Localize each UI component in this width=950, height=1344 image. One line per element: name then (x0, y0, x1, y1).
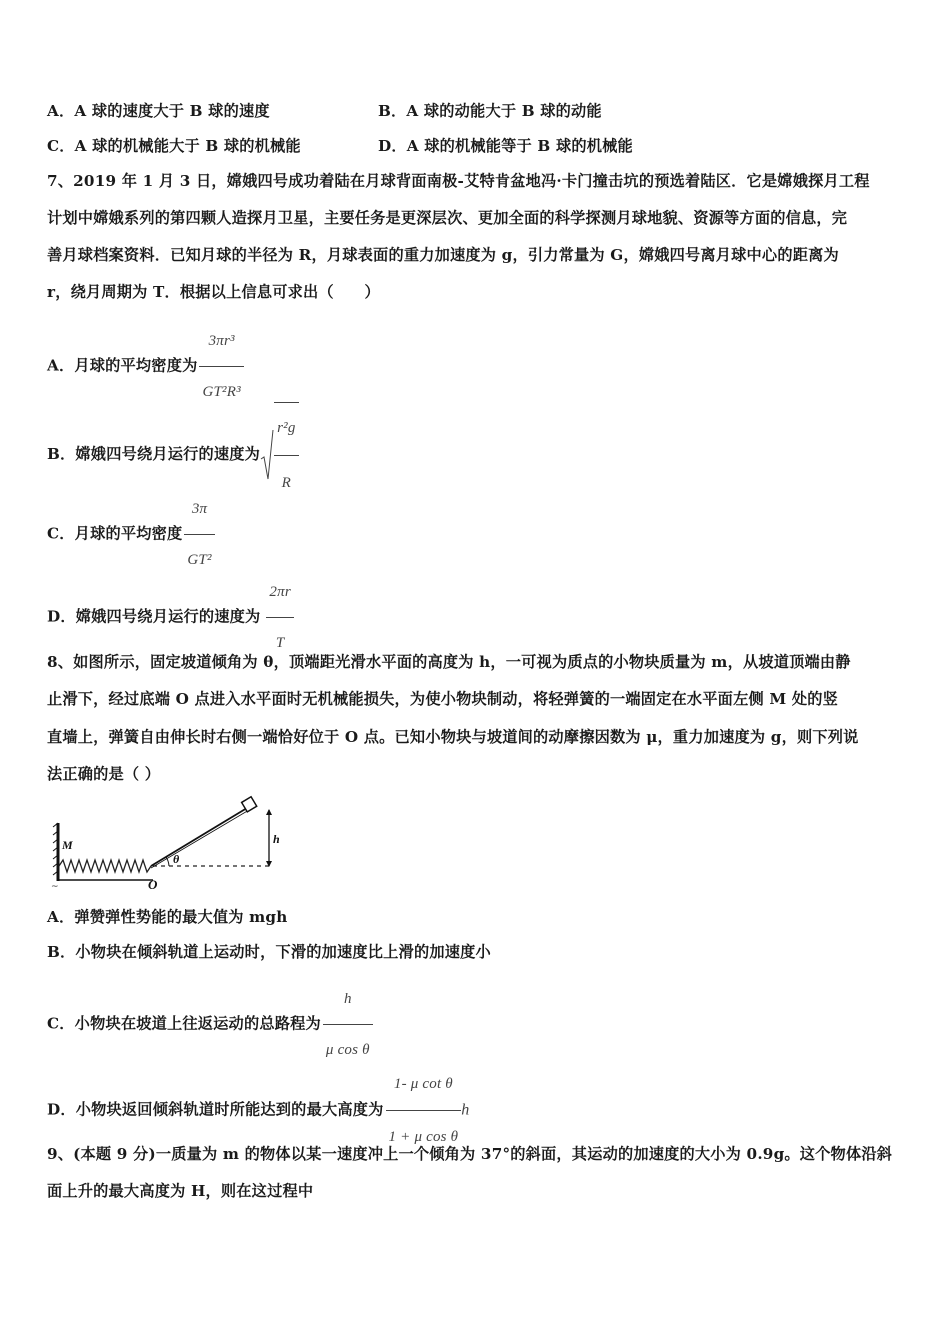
incline-spring-diagram (47, 793, 282, 895)
q8-option-d-text: D．小物块返回倾斜轨道时所能达到的最大高度为 (47, 1100, 384, 1119)
incline-line (151, 808, 247, 866)
spring-shape (59, 860, 151, 872)
q8-stem-line-4: 法正确的是（ ） (47, 765, 161, 783)
q7-option-b-text: B．嫦娥四号绕月运行的速度为 (47, 445, 261, 463)
q9-stem-line-1: 9、(本题 9 分)一质量为 m 的物体以某一速度冲上一个倾角为 37°的斜面，其运动的加速度的大小为 0.9g。这个物体沿斜 (47, 1145, 893, 1163)
q8-stem-line-3: 直墙上，弹簧自由伸长时右侧一端恰好位于 O 点。已知小物块与坡道间的动摩擦因数为 μ，重力加速度为 g，则下列说 (47, 728, 859, 746)
q7-option-b-formula (274, 402, 298, 508)
q7-stem-line-3: 善月球档案资料．已知月球的半径为 R，月球表面的重力加速度为 g，引力常量为 G，嫦娥四号离月球中心的距离为 (47, 246, 839, 264)
formula-numerator: 3π (184, 486, 214, 535)
q9-stem-line-2: 面上升的最大高度为 H，则在这过程中 (47, 1182, 314, 1200)
q7-stem-line-2: 计划中嫦娥系列的第四颗人造探月卫星，主要任务是更深层次、更加全面的科学探测月球地貌、资源等方面的信息，完 (47, 209, 848, 227)
q7-option-a (47, 318, 244, 415)
q7-option-a-formula (199, 318, 243, 415)
q6-option-c: C．A 球的机械能大于 B 球的机械能 (47, 137, 301, 155)
formula-numerator: 1- μ cot θ (386, 1060, 462, 1111)
q6-option-b: B．A 球的动能大于 B 球的动能 (378, 102, 602, 120)
formula-denominator: GT² (187, 552, 212, 568)
formula-denominator: R (281, 475, 291, 491)
q8-stem-line-2: 止滑下，经过底端 O 点进入水平面时无机械能损失，为使小物块制动，将轻弹簧的一端固定在水平面左侧 M 处的竖 (47, 690, 838, 708)
q7-option-d-text: D．嫦娥四号绕月运行的速度为 (47, 607, 261, 626)
height-arrow-top (266, 809, 272, 815)
q7-option-c-text: C．月球的平均密度 (47, 524, 183, 543)
tilde-mark: ~ (51, 882, 59, 892)
label-h: h (273, 832, 280, 846)
radical-sign-icon (260, 429, 274, 481)
formula-numerator: r²g (274, 403, 298, 456)
q7-option-a-text: A．月球的平均密度为 (47, 356, 198, 375)
q8-stem-line-1: 8、如图所示，固定坡道倾角为 θ，顶端距光滑水平面的高度为 h，一可视为质点的小物块质量为 m，从坡道顶端由静 (47, 653, 851, 671)
formula-numerator: 2πr (266, 569, 293, 618)
label-o: O (148, 877, 158, 892)
formula-denominator: 1 + μ cos θ (388, 1129, 459, 1145)
q8-option-b: B．小物块在倾斜轨道上运动时，下滑的加速度比上滑的加速度小 (47, 943, 491, 961)
formula-denominator: T (275, 635, 285, 651)
formula-suffix: h (461, 1101, 470, 1119)
q8-option-a: A．弹赞弹性势能的最大值为 mgh (47, 908, 288, 926)
q6-option-a: A．A 球的速度大于 B 球的速度 (47, 102, 270, 120)
q7-stem-line-4: r，绕月周期为 T．根据以上信息可求出（ ） (47, 283, 380, 301)
label-m: M (62, 838, 73, 852)
q8-figure (47, 793, 282, 895)
q8-option-c-formula (323, 976, 373, 1073)
q6-option-d: D．A 球的机械能等于 B 球的机械能 (378, 137, 633, 155)
formula-denominator: μ cos θ (325, 1042, 370, 1058)
formula-numerator: h (323, 976, 373, 1025)
formula-denominator: GT²R³ (202, 384, 241, 400)
q7-stem-line-1: 7、2019 年 1 月 3 日，嫦娥四号成功着陆在月球背面南极-艾特肯盆地冯·卡门撞击坑的预选着陆区．它是嫦娥探月工程 (47, 172, 870, 190)
q8-option-c-text: C．小物块在坡道上往返运动的总路程为 (47, 1014, 321, 1033)
formula-numerator: 3πr³ (199, 318, 243, 367)
incline-edge (151, 810, 249, 868)
label-theta: θ (173, 852, 180, 866)
q8-option-c (47, 976, 373, 1073)
square-root (260, 402, 298, 508)
